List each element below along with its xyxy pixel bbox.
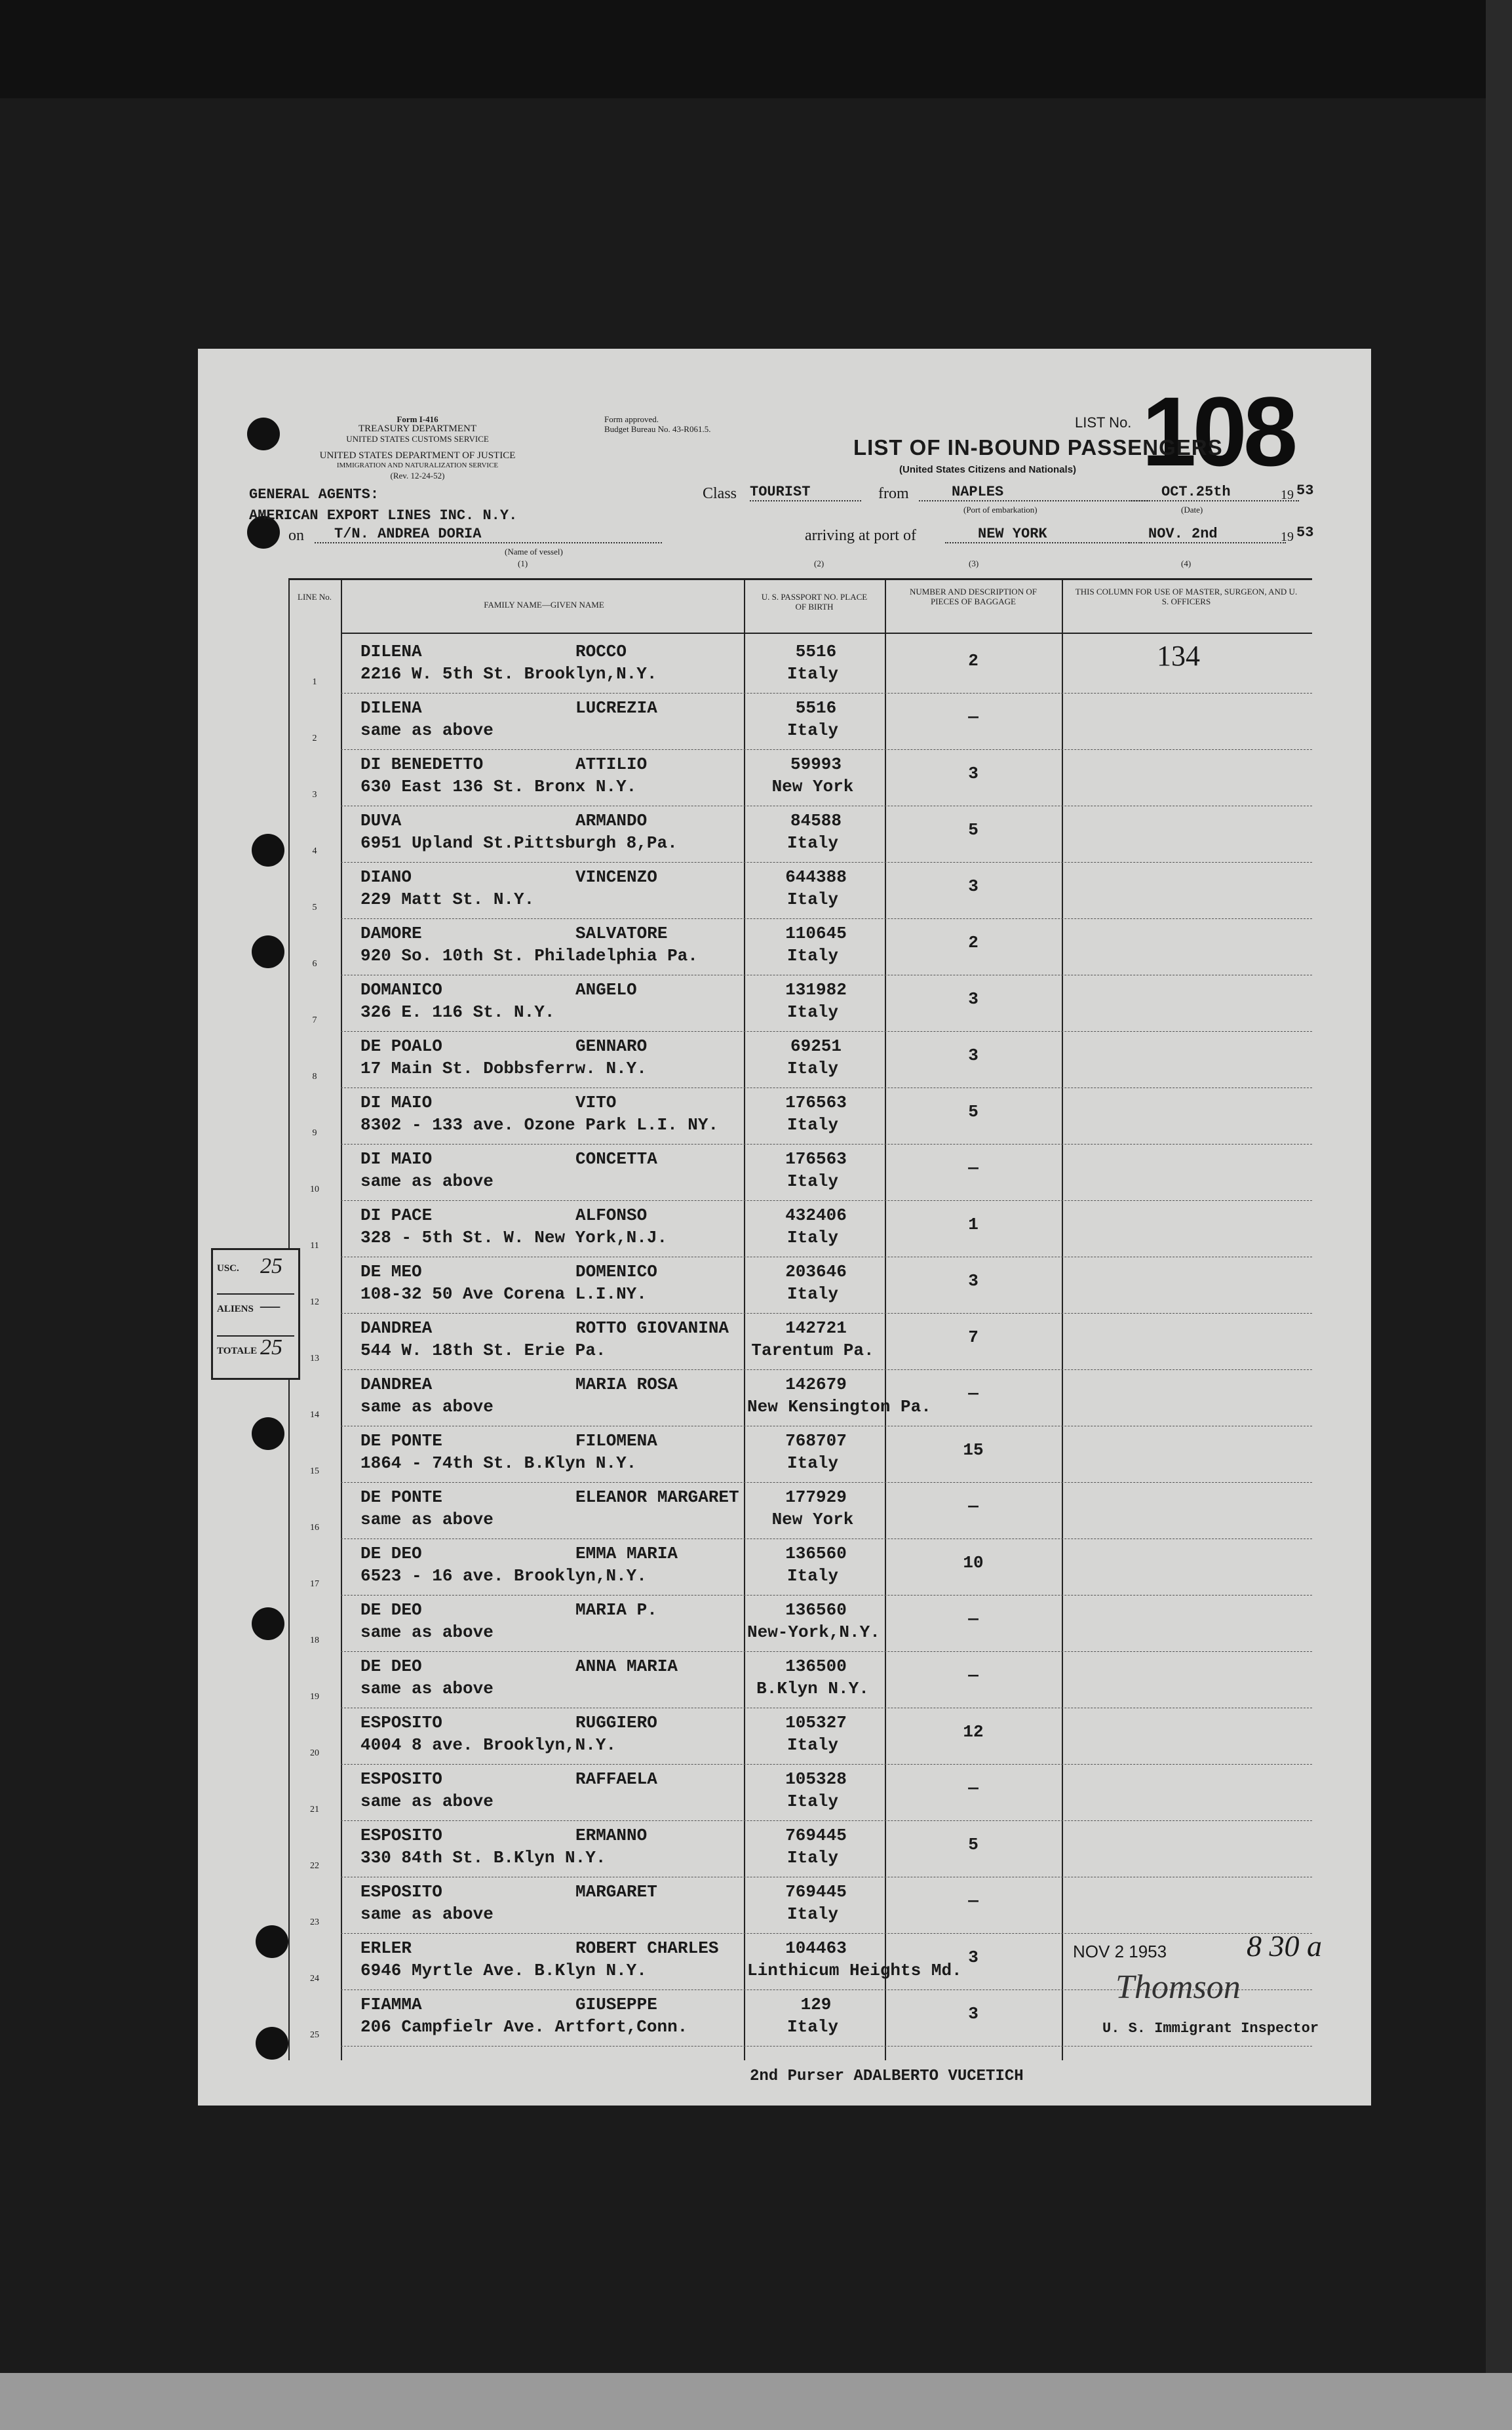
inspection-time-note: 8 30 a — [1247, 1929, 1322, 1963]
place-of-birth: Italy — [786, 1453, 838, 1473]
film-border-bottom — [0, 2373, 1512, 2430]
date-caption: (Date) — [1181, 505, 1203, 515]
general-agents: AMERICAN EXPORT LINES INC. N.Y. — [249, 507, 518, 524]
family-name: DE DEO — [360, 1544, 422, 1563]
class-label: Class — [703, 485, 737, 502]
line-number: 19 — [310, 1692, 319, 1702]
baggage-count: 3 — [968, 876, 979, 896]
line-number: 15 — [310, 1466, 319, 1476]
given-name: ATTILIO — [575, 754, 648, 774]
column-number-2: (2) — [814, 559, 824, 568]
place-of-birth: Italy — [786, 2017, 838, 2037]
given-name: MARIA P. — [575, 1600, 657, 1620]
justice-block — [286, 451, 549, 480]
line-number: 3 — [312, 790, 317, 800]
passport-number: 5516 — [795, 698, 837, 718]
family-name: DI MAIO — [360, 1149, 433, 1169]
table-row — [288, 1258, 1312, 1314]
column-number-4: (4) — [1181, 559, 1192, 568]
passport-number: 105328 — [785, 1769, 847, 1789]
family-name: ERLER — [360, 1938, 412, 1958]
punch-hole-icon — [247, 418, 280, 450]
passport-number: 59993 — [790, 754, 842, 774]
baggage-count: — — [968, 1778, 979, 1798]
depart-year: 53 — [1296, 482, 1314, 499]
baggage-count: 3 — [968, 989, 979, 1009]
passport-number: 131982 — [785, 980, 847, 1000]
address: 920 So. 10th St. Philadelphia Pa. — [360, 946, 698, 966]
given-name: ELEANOR MARGARET — [575, 1487, 739, 1507]
line-number: 13 — [310, 1354, 319, 1363]
table-row — [288, 1540, 1312, 1596]
address: 326 E. 116 St. N.Y. — [360, 1002, 555, 1022]
address: 330 84th St. B.Klyn N.Y. — [360, 1848, 606, 1868]
baggage-count: 3 — [968, 764, 979, 783]
table-row — [288, 1765, 1312, 1822]
family-name: DIANO — [360, 867, 412, 887]
passport-number: 176563 — [785, 1093, 847, 1112]
table-row — [288, 1314, 1312, 1371]
tally-box — [211, 1248, 300, 1380]
place-of-birth: Italy — [786, 1059, 838, 1078]
baggage-count: 1 — [968, 1215, 979, 1234]
place-of-birth: Italy — [786, 1284, 838, 1304]
given-name: RAFFAELA — [575, 1769, 657, 1789]
baggage-count: 5 — [968, 1835, 979, 1854]
total-label: TOTALE — [217, 1346, 258, 1356]
address: 1864 - 74th St. B.Klyn N.Y. — [360, 1453, 637, 1473]
budget-bureau-number: Budget Bureau No. 43-R061.5. — [604, 424, 711, 434]
address: 4004 8 ave. Brooklyn,N.Y. — [360, 1735, 617, 1755]
table-row — [288, 1709, 1312, 1765]
family-name: DAMORE — [360, 924, 422, 943]
family-name: DANDREA — [360, 1375, 433, 1394]
passport-number: 142679 — [785, 1375, 847, 1394]
place-of-birth: Italy — [786, 664, 838, 684]
given-name: GIUSEPPE — [575, 1995, 657, 2014]
address: same as above — [360, 1679, 494, 1698]
column-header-baggage: NUMBER AND DESCRIPTION OF PIECES OF BAGGAGE — [910, 587, 1037, 606]
table-row — [288, 1089, 1312, 1145]
total-count: 25 — [260, 1335, 282, 1360]
address: 206 Campfielr Ave. Artfort,Conn. — [360, 2017, 688, 2037]
address: 6523 - 16 ave. Brooklyn,N.Y. — [360, 1566, 647, 1586]
table-row — [288, 1202, 1312, 1258]
arrival-date: NOV. 2nd — [1129, 526, 1286, 543]
address: same as above — [360, 1397, 494, 1417]
column-header-passport: U. S. PASSPORT NO. PLACE OF BIRTH — [761, 592, 868, 612]
table-row — [288, 751, 1312, 807]
place-of-birth: New York — [771, 1510, 854, 1529]
passport-number: 110645 — [785, 924, 847, 943]
table-row — [288, 1596, 1312, 1653]
passenger-table — [288, 578, 1312, 2060]
family-name: DILENA — [360, 698, 422, 718]
given-name: RUGGIERO — [575, 1713, 657, 1733]
passport-number: 176563 — [785, 1149, 847, 1169]
purser-signature: 2nd Purser ADALBERTO VUCETICH — [750, 2067, 1024, 2085]
family-name: DI PACE — [360, 1205, 433, 1225]
baggage-count: 3 — [968, 2004, 979, 2024]
line-number: 8 — [312, 1072, 317, 1082]
place-of-birth: Linthicum Heights Md. — [747, 1961, 962, 1980]
punch-hole-icon — [256, 2027, 288, 2060]
place-of-birth: Italy — [786, 720, 838, 740]
arrival-year: 53 — [1296, 524, 1314, 541]
address: 108-32 50 Ave Corena L.I.NY. — [360, 1284, 647, 1304]
baggage-count: — — [968, 1158, 979, 1178]
family-name: ESPOSITO — [360, 1713, 442, 1733]
place-of-birth: Italy — [786, 1848, 838, 1868]
passport-number: 768707 — [785, 1431, 847, 1451]
from-label: from — [878, 485, 909, 502]
line-number: 10 — [310, 1185, 319, 1194]
table-row — [288, 1822, 1312, 1878]
given-name: ANNA MARIA — [575, 1656, 678, 1676]
line-number: 17 — [310, 1579, 319, 1589]
manifest-page — [198, 349, 1371, 2106]
passport-number: 69251 — [790, 1036, 842, 1056]
passport-number: 769445 — [785, 1826, 847, 1845]
baggage-count: 2 — [968, 651, 979, 671]
vessel-caption: (Name of vessel) — [505, 547, 563, 557]
line-number: 20 — [310, 1748, 319, 1758]
film-border-right — [1486, 0, 1512, 2430]
depart-year-prefix: 19 — [1281, 488, 1294, 502]
place-of-birth: Italy — [786, 1115, 838, 1135]
passport-number: 177929 — [785, 1487, 847, 1507]
passport-number: 136560 — [785, 1600, 847, 1620]
on-label: on — [288, 527, 304, 544]
place-of-birth: New Kensington Pa. — [747, 1397, 931, 1417]
family-name: DE PONTE — [360, 1487, 442, 1507]
place-of-birth: Italy — [786, 946, 838, 966]
passport-number: 203646 — [785, 1262, 847, 1282]
baggage-count: — — [968, 1666, 979, 1685]
given-name: ROCCO — [575, 642, 627, 661]
line-number: 18 — [310, 1636, 319, 1645]
baggage-count: 5 — [968, 1102, 979, 1122]
place-of-birth: Italy — [786, 1002, 838, 1022]
address: 6946 Myrtle Ave. B.Klyn N.Y. — [360, 1961, 647, 1980]
given-name: MARGARET — [575, 1882, 657, 1902]
address: same as above — [360, 720, 494, 740]
passport-number: 142721 — [785, 1318, 847, 1338]
given-name: VINCENZO — [575, 867, 657, 887]
aliens-count: — — [260, 1293, 281, 1318]
passport-number: 129 — [800, 1995, 832, 2014]
address: same as above — [360, 1904, 494, 1924]
table-row — [288, 1032, 1312, 1089]
line-number: 25 — [310, 2030, 319, 2040]
list-number: 108 — [1142, 376, 1294, 486]
arrival-year-prefix: 19 — [1281, 530, 1294, 544]
punch-hole-icon — [252, 1417, 284, 1450]
list-subtitle: (United States Citizens and Nationals) — [899, 464, 1077, 475]
passport-number: 136560 — [785, 1544, 847, 1563]
line-number: 12 — [310, 1297, 319, 1307]
line-number: 16 — [310, 1523, 319, 1533]
family-name: DE POALO — [360, 1036, 442, 1056]
family-name: DE DEO — [360, 1656, 422, 1676]
justice-department: UNITED STATES DEPARTMENT OF JUSTICE — [319, 450, 516, 461]
list-title: LIST OF IN-BOUND PASSENGERS — [853, 435, 1223, 460]
given-name: MARIA ROSA — [575, 1375, 678, 1394]
passport-number: 136500 — [785, 1656, 847, 1676]
table-row — [288, 638, 1312, 694]
address: 8302 - 133 ave. Ozone Park L.I. NY. — [360, 1115, 719, 1135]
family-name: DI MAIO — [360, 1093, 433, 1112]
vessel-name: T/N. ANDREA DORIA — [315, 526, 662, 543]
line-number: 4 — [312, 846, 317, 856]
place-of-birth: New York — [771, 777, 854, 796]
usc-count: 25 — [260, 1254, 282, 1278]
place-of-birth: Italy — [786, 890, 838, 909]
place-of-birth: Italy — [786, 1735, 838, 1755]
given-name: ALFONSO — [575, 1205, 648, 1225]
baggage-count: 3 — [968, 1271, 979, 1291]
inspector-signature: Thomson — [1115, 1969, 1241, 2006]
line-number: 23 — [310, 1917, 319, 1927]
address: 6951 Upland St.Pittsburgh 8,Pa. — [360, 833, 678, 853]
table-row — [288, 920, 1312, 976]
family-name: ESPOSITO — [360, 1826, 442, 1845]
baggage-count: — — [968, 707, 979, 727]
given-name: CONCETTA — [575, 1149, 657, 1169]
passport-number: 769445 — [785, 1882, 847, 1902]
column-header-line: LINE No. — [298, 592, 332, 602]
punch-hole-icon — [252, 834, 284, 867]
embark-caption: (Port of embarkation) — [963, 505, 1037, 515]
class-value: TOURIST — [750, 484, 861, 501]
ins-service: IMMIGRATION AND NATURALIZATION SERVICE — [336, 461, 499, 469]
address: 630 East 136 St. Bronx N.Y. — [360, 777, 637, 796]
baggage-count: 3 — [968, 1046, 979, 1065]
baggage-count: — — [968, 1384, 979, 1403]
table-row — [288, 1145, 1312, 1202]
given-name: ERMANNO — [575, 1826, 648, 1845]
usc-label: USC. — [217, 1263, 239, 1274]
line-number: 2 — [312, 734, 317, 743]
given-name: LUCREZIA — [575, 698, 657, 718]
place-of-birth: B.Klyn N.Y. — [756, 1679, 869, 1698]
family-name: DE PONTE — [360, 1431, 442, 1451]
place-of-birth: Tarentum Pa. — [751, 1341, 874, 1360]
punch-hole-icon — [256, 1925, 288, 1958]
column-number-3: (3) — [969, 559, 979, 568]
line-number: 22 — [310, 1861, 319, 1871]
baggage-count: 3 — [968, 1948, 979, 1967]
column-header-officers: THIS COLUMN FOR USE OF MASTER, SURGEON, AND U. S. OFFICERS — [1075, 587, 1298, 606]
place-of-birth: New-York,N.Y. — [747, 1622, 880, 1642]
passport-number: 644388 — [785, 867, 847, 887]
passport-number: 5516 — [795, 642, 837, 661]
baggage-count: — — [968, 1891, 979, 1911]
place-of-birth: Italy — [786, 1228, 838, 1247]
family-name: FIAMMA — [360, 1995, 422, 2014]
given-name: VITO — [575, 1093, 617, 1112]
punch-hole-icon — [252, 935, 284, 968]
address: 328 - 5th St. W. New York,N.J. — [360, 1228, 668, 1247]
family-name: DUVA — [360, 811, 402, 831]
address: 17 Main St. Dobbsferrw. N.Y. — [360, 1059, 647, 1078]
family-name: DILENA — [360, 642, 422, 661]
table-row — [288, 694, 1312, 751]
given-name: GENNARO — [575, 1036, 648, 1056]
baggage-count: 5 — [968, 820, 979, 840]
line-number: 14 — [310, 1410, 319, 1420]
place-of-birth: Italy — [786, 1904, 838, 1924]
passport-number: 84588 — [790, 811, 842, 831]
aliens-label: ALIENS — [217, 1304, 254, 1314]
family-name: DOMANICO — [360, 980, 442, 1000]
place-of-birth: Italy — [786, 833, 838, 853]
inspection-date-stamp: NOV 2 1953 — [1073, 1942, 1167, 1961]
address: 229 Matt St. N.Y. — [360, 890, 535, 909]
line-number: 21 — [310, 1805, 319, 1814]
form-authority — [329, 414, 506, 444]
given-name: FILOMENA — [575, 1431, 657, 1451]
table-row — [288, 807, 1312, 863]
table-row — [288, 1483, 1312, 1540]
embark-port: NAPLES — [919, 484, 1148, 501]
baggage-count: 12 — [963, 1722, 984, 1742]
table-row — [288, 1371, 1312, 1427]
place-of-birth: Italy — [786, 1566, 838, 1586]
given-name: ROTTO GIOVANINA — [575, 1318, 729, 1338]
family-name: DANDREA — [360, 1318, 433, 1338]
address: same as above — [360, 1622, 494, 1642]
form-number: Form I-416 — [397, 414, 438, 424]
line-number: 24 — [310, 1974, 319, 1984]
address: same as above — [360, 1510, 494, 1529]
baggage-count: — — [968, 1609, 979, 1629]
address: same as above — [360, 1792, 494, 1811]
baggage-count: 10 — [963, 1553, 984, 1573]
line-number: 9 — [312, 1128, 317, 1138]
address: 2216 W. 5th St. Brooklyn,N.Y. — [360, 664, 657, 684]
arrival-port: NEW YORK — [945, 526, 1142, 543]
given-name: ANGELO — [575, 980, 637, 1000]
list-number-label: LIST No. — [1075, 414, 1132, 431]
given-name: ARMANDO — [575, 811, 648, 831]
table-row — [288, 863, 1312, 920]
family-name: ESPOSITO — [360, 1882, 442, 1902]
form-approved: Form approved. — [604, 414, 659, 424]
baggage-count: — — [968, 1497, 979, 1516]
film-border-top — [0, 0, 1512, 98]
arriving-label: arriving at port of — [805, 527, 916, 544]
revision-date: (Rev. 12-24-52) — [390, 471, 445, 480]
punch-hole-icon — [252, 1607, 284, 1640]
table-row — [288, 1653, 1312, 1709]
baggage-count: 2 — [968, 933, 979, 952]
address: same as above — [360, 1171, 494, 1191]
passport-number: 104463 — [785, 1938, 847, 1958]
passport-number: 105327 — [785, 1713, 847, 1733]
customs-service: UNITED STATES CUSTOMS SERVICE — [346, 434, 489, 444]
line-number: 11 — [310, 1241, 319, 1251]
approval-block — [604, 414, 710, 434]
place-of-birth: Italy — [786, 1792, 838, 1811]
table-row — [288, 976, 1312, 1032]
general-agents-label: GENERAL AGENTS: — [249, 486, 379, 503]
treasury-department: TREASURY DEPARTMENT — [358, 423, 477, 434]
given-name: SALVATORE — [575, 924, 668, 943]
table-row — [288, 1427, 1312, 1483]
family-name: DI BENEDETTO — [360, 754, 484, 774]
column-header-name: FAMILY NAME—GIVEN NAME — [484, 600, 604, 610]
family-name: ESPOSITO — [360, 1769, 442, 1789]
line-number: 6 — [312, 959, 317, 969]
column-number-1: (1) — [518, 559, 528, 568]
baggage-count: 7 — [968, 1327, 979, 1347]
depart-date: OCT.25th — [1129, 484, 1299, 501]
baggage-count: 15 — [963, 1440, 984, 1460]
passport-number: 432406 — [785, 1205, 847, 1225]
place-of-birth: Italy — [786, 1171, 838, 1191]
line-number: 5 — [312, 903, 317, 912]
family-name: DE MEO — [360, 1262, 422, 1282]
address: 544 W. 18th St. Erie Pa. — [360, 1341, 606, 1360]
given-name: ROBERT CHARLES — [575, 1938, 719, 1958]
family-name: DE DEO — [360, 1600, 422, 1620]
given-name: DOMENICO — [575, 1262, 657, 1282]
table-row — [288, 1878, 1312, 1934]
inspector-title: U. S. Immigrant Inspector — [1102, 2020, 1319, 2037]
officer-note: 134 — [1157, 640, 1200, 672]
line-number: 7 — [312, 1015, 317, 1025]
line-number: 1 — [312, 677, 317, 687]
given-name: EMMA MARIA — [575, 1544, 678, 1563]
